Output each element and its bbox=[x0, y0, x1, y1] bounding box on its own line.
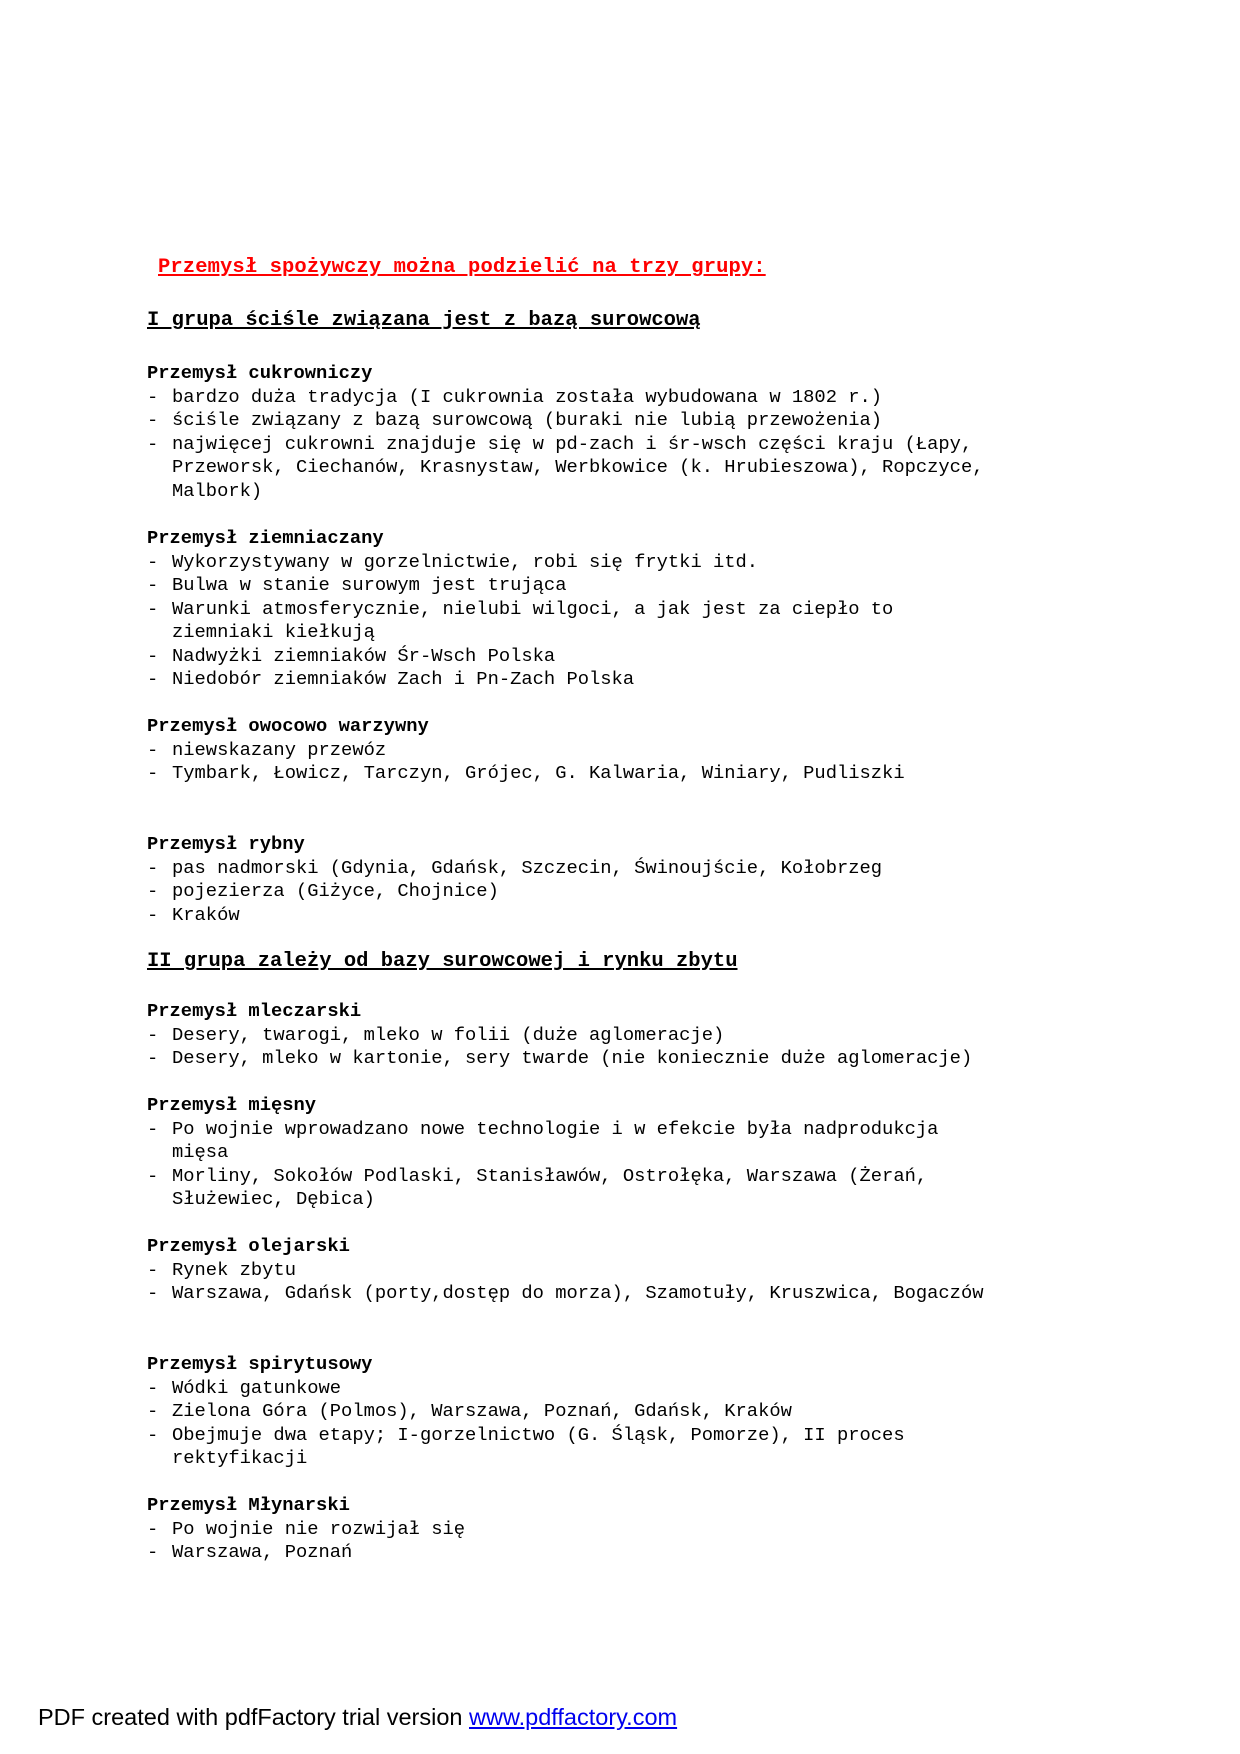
list-item: - najwięcej cukrowni znajduje się w pd-zach i śr-wsch części kraju (Łapy, Przeworsk, Ciechanów, Krasnystaw, Werbkowice (k. Hrubieszowa), Ropczyce, Malbork) bbox=[147, 433, 1147, 504]
list-item: - Nadwyżki ziemniaków Śr-Wsch Polska bbox=[147, 645, 1147, 669]
section-owocowo-warzywny bbox=[147, 715, 1147, 786]
list-item: - Kraków bbox=[147, 904, 1147, 928]
section-heading: Przemysł owocowo warzywny bbox=[147, 715, 429, 737]
list-item: - Desery, mleko w kartonie, sery twarde (nie koniecznie duże aglomeracje) bbox=[147, 1047, 1147, 1071]
section-heading: Przemysł olejarski bbox=[147, 1235, 350, 1257]
list-item: - Obejmuje dwa etapy; I-gorzelnictwo (G. Śląsk, Pomorze), II proces rektyfikacji bbox=[147, 1424, 1147, 1471]
section-heading: Przemysł ziemniaczany bbox=[147, 527, 384, 549]
section-heading: Przemysł mleczarski bbox=[147, 1000, 362, 1022]
section-heading: Przemysł rybny bbox=[147, 833, 305, 855]
list-item: - pas nadmorski (Gdynia, Gdańsk, Szczecin, Świnoujście, Kołobrzeg bbox=[147, 857, 1147, 881]
list-item: - Po wojnie wprowadzano nowe technologie i w efekcie była nadprodukcja mięsa bbox=[147, 1118, 1147, 1165]
section-spirytusowy bbox=[147, 1353, 1147, 1471]
footer-link[interactable]: www.pdffactory.com bbox=[469, 1704, 678, 1730]
section-ziemniaczany bbox=[147, 527, 1147, 692]
section-mleczarski bbox=[147, 1000, 1147, 1071]
group-2-heading: II grupa zależy od bazy surowcowej i rynku zbytu bbox=[147, 950, 738, 973]
list-item: - Bulwa w stanie surowym jest trująca bbox=[147, 574, 1147, 598]
list-item: - Warszawa, Poznań bbox=[147, 1541, 1147, 1565]
list-item: - Zielona Góra (Polmos), Warszawa, Poznań, Gdańsk, Kraków bbox=[147, 1400, 1147, 1424]
list-item: - Warszawa, Gdańsk (porty,dostęp do morza), Szamotuły, Kruszwica, Bogaczów bbox=[147, 1282, 1147, 1306]
footer-text: PDF created with pdfFactory trial version bbox=[38, 1704, 469, 1730]
list-item: - Po wojnie nie rozwijał się bbox=[147, 1518, 1147, 1542]
group-1-heading: I grupa ściśle związana jest z bazą surowcową bbox=[147, 309, 701, 332]
list-item: - niewskazany przewóz bbox=[147, 739, 1147, 763]
list-item: - Wykorzystywany w gorzelnictwie, robi się frytki itd. bbox=[147, 551, 1147, 575]
section-heading: Przemysł spirytusowy bbox=[147, 1353, 373, 1375]
list-item: - Rynek zbytu bbox=[147, 1259, 1147, 1283]
section-rybny bbox=[147, 833, 1147, 927]
list-item: - Morliny, Sokołów Podlaski, Stanisławów, Ostrołęka, Warszawa (Żerań, Służewiec, Dębica) bbox=[147, 1165, 1147, 1212]
list-item: - Niedobór ziemniaków Zach i Pn-Zach Polska bbox=[147, 668, 1147, 692]
list-item: - ściśle związany z bazą surowcową (buraki nie lubią przewożenia) bbox=[147, 409, 1147, 433]
list-item: - Desery, twarogi, mleko w folii (duże aglomeracje) bbox=[147, 1024, 1147, 1048]
list-item: - Warunki atmosferycznie, nielubi wilgoci, a jak jest za ciepło to ziemniaki kiełkują bbox=[147, 598, 1147, 645]
section-cukrowniczy bbox=[147, 362, 1147, 503]
section-heading: Przemysł Młynarski bbox=[147, 1494, 350, 1516]
section-miesny bbox=[147, 1094, 1147, 1212]
list-item: - bardzo duża tradycja (I cukrownia została wybudowana w 1802 r.) bbox=[147, 386, 1147, 410]
list-item: - pojezierza (Giżyce, Chojnice) bbox=[147, 880, 1147, 904]
section-heading: Przemysł mięsny bbox=[147, 1094, 317, 1116]
pdf-footer bbox=[38, 1704, 677, 1731]
section-mlynarski bbox=[147, 1494, 1147, 1565]
document-title: Przemysł spożywczy można podzielić na trzy grupy: bbox=[158, 256, 766, 279]
list-item: - Wódki gatunkowe bbox=[147, 1377, 1147, 1401]
list-item: - Tymbark, Łowicz, Tarczyn, Grójec, G. Kalwaria, Winiary, Pudliszki bbox=[147, 762, 1147, 786]
section-heading: Przemysł cukrowniczy bbox=[147, 362, 373, 384]
section-olejarski bbox=[147, 1235, 1147, 1306]
